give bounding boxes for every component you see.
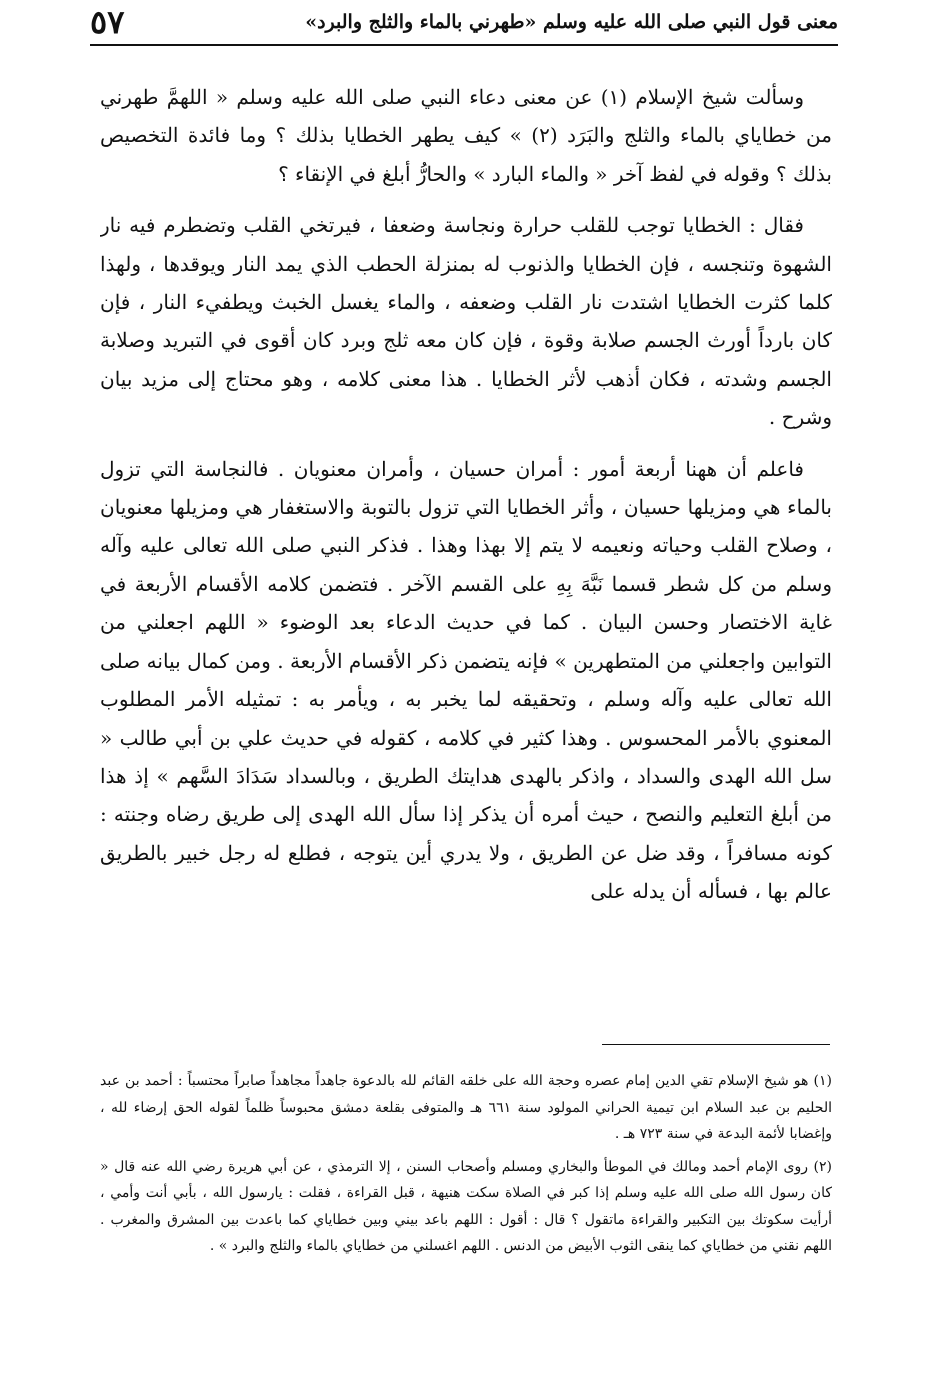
header-title: معنى قول النبي صلى الله عليه وسلم «طهرني بالماء والثلج والبرد» (305, 11, 838, 33)
main-text (100, 78, 832, 1028)
paragraph: فقال : الخطايا توجب للقلب حرارة ونجاسة وضعفا ، فيرتخي القلب وتضطرم فيه نار الشهوة وتنجسه ، فإن الخطايا والذنوب له بمنزلة الحطب الذي يمد النار ويوقدها ، ولهذا كلما كثرت الخطايا اشتدت نار القلب وضعفه ، والماء يغسل الخبث ويطفيء النار ، فإن كان بارداً أورث الجسم صلابة وقوة ، فإن كان معه ثلج وبرد كان أقوى في التبريد وصلابة الجسم وشدته ، فكان أذهب لأثر الخطايا . هذا معنى كلامه ، وهو محتاج إلى مزيد بيان وشرح . (100, 213, 832, 430)
footnote: (١) هو شيخ الإسلام تقي الدين إمام عصره وحجة الله على خلقه القائم لله بالدعوة جاهداً مجاهداً صابراً محتسباً : أحمد بن عبد الحليم بن عبد السلام ابن تيمية الحراني المولود سنة ٦٦١ هـ والمتوفى بقلعة دمشق محبوساً ظلماً لقوله الحق إرضاء لله ، وإغضابا لأئمة البدعة في سنة ٧٢٣ هـ . (100, 1073, 832, 1142)
footnote: (٢) روى الإمام أحمد ومالك في الموطأ والبخاري ومسلم وأصحاب السنن ، إلا الترمذي ، عن أبي هريرة رضي الله عنه قال « كان رسول الله صلى الله عليه وسلم إذا كبر في الصلاة سكت هنيهة ، قبل القراءة ، فقلت : يارسول الله ، بأبي أنت وأمي ، أرأيت سكوتك بين التكبير والقراءة ماتقول ؟ قال : أقول : اللهم باعد بيني وبين خطاياي كما باعدت بين المشرق والمغرب . اللهم نقني من خطاياي كما ينقى الثوب الأبيض من الدنس . اللهم اغسلني من خطاياي بالماء والثلج والبرد » . (100, 1158, 832, 1254)
paragraph: وسألت شيخ الإسلام (١) عن معنى دعاء النبي صلى الله عليه وسلم « اللهمَّ طهرني من خطاياي بالماء والثلج والبَرَد (٢) » كيف يطهر الخطايا بذلك ؟ وما فائدة التخصيص بذلك ؟ وقوله في لفظ آخر « والماء البارد » والحارُّ أبلغ في الإنقاء ؟ (100, 85, 832, 186)
running-header (90, 4, 838, 40)
footnote-rule (602, 1044, 830, 1045)
paragraph: فاعلم أن ههنا أربعة أمور : أمران حسيان ، وأمران معنويان . فالنجاسة التي تزول بالماء هي ومزيلها حسيان ، وأثر الخطايا التي تزول بالتوبة والاستغفار هي ومزيلها معنويان ، وصلاح القلب وحياته ونعيمه لا يتم إلا بهذا وهذا . فذكر النبي صلى الله تعالى عليه وآله وسلم من كل شطر قسما نَبَّهَ بِهِ على القسم الآخر . فتضمن كلامه الأقسام الأربعة في غاية الاختصار وحسن البيان . كما في حديث الدعاء بعد الوضوء « اللهم اجعلني من التوابين واجعلني من المتطهرين » فإنه يتضمن ذكر الأقسام الأربعة . ومن كمال بيانه صلى الله تعالى عليه وآله وسلم ، وتحقيقه لما يخبر به ، ويأمر به : تمثيله الأمر المطلوب المعنوي بالأمر المحسوس . وهذا كثير في كلامه ، كقوله في حديث علي بن أبي طالب « سل الله الهدى والسداد ، واذكر بالهدى هدايتك الطريق ، وبالسداد سَدَادَ السَّهم » إذ هذا من أبلغ التعليم والنصح ، حيث أمره أن يذكر إذا سأل الله الهدى إلى طريق رضاه وجنته : كونه مسافراً ، وقد ضل عن الطريق ، ولا يدري أين يتوجه ، فطلع له رجل خبير بالطريق عالم بها ، فسأله أن يدله على (100, 456, 832, 904)
footnotes (100, 1068, 832, 1368)
header-rule (90, 44, 838, 46)
page-number: ٥٧ (90, 3, 125, 41)
